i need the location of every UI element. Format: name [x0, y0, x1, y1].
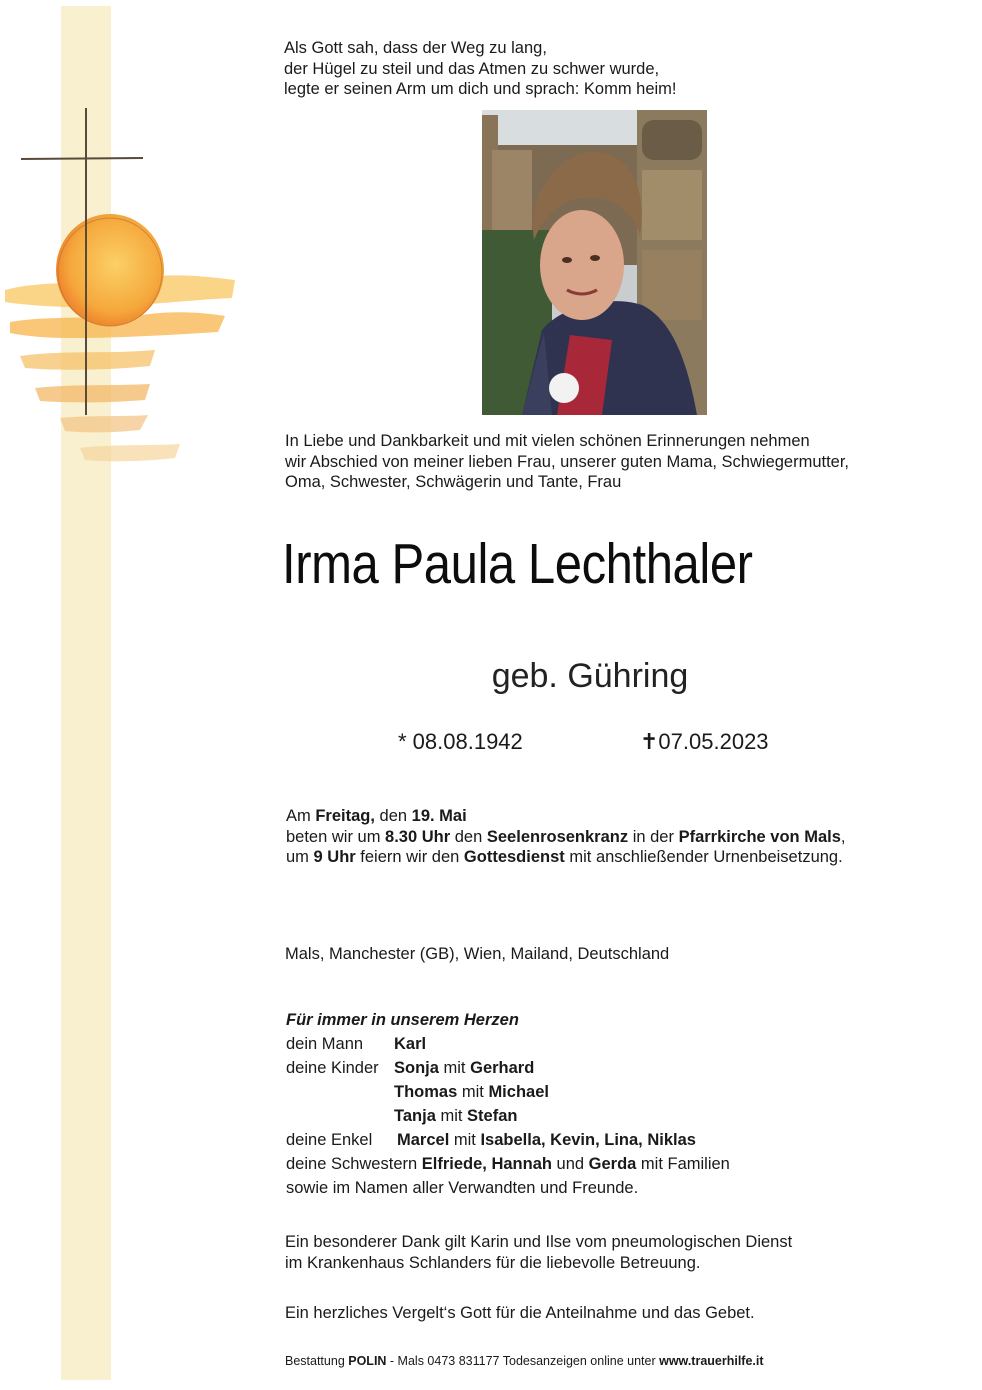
thanks-text — [285, 1232, 925, 1273]
date: 19. Mai — [411, 807, 467, 825]
time: 8.30 Uhr — [385, 827, 451, 846]
text: und — [551, 1155, 589, 1173]
mourners-list — [286, 1008, 926, 1200]
partner-name: Michael — [488, 1083, 549, 1101]
text: , — [840, 827, 846, 846]
day: Freitag, — [315, 807, 375, 825]
footer — [285, 1353, 764, 1369]
text: mit — [457, 1083, 489, 1101]
grandchildren-line — [286, 1128, 926, 1152]
text: Am — [286, 807, 316, 825]
husband-line — [286, 1032, 926, 1056]
label: deine Kinder — [286, 1059, 379, 1077]
sisters-line — [286, 1152, 926, 1176]
death-date: ✝07.05.2023 — [640, 729, 769, 754]
cross-sunset-illustration — [0, 100, 240, 470]
children-line — [286, 1104, 926, 1128]
portrait-photo — [482, 110, 707, 415]
label: deine Enkel — [286, 1131, 373, 1149]
child-name: Sonja — [394, 1059, 439, 1077]
service-line — [286, 847, 926, 868]
website-link[interactable]: www.trauerhilfe.it — [659, 1354, 764, 1368]
cross-horizontal — [21, 158, 143, 159]
location: Pfarrkirche von Mals — [678, 827, 841, 846]
text: mit Familien — [636, 1155, 730, 1173]
partner-name: Gerhard — [470, 1059, 535, 1077]
children-line — [286, 1056, 926, 1080]
label: dein Mann — [286, 1035, 364, 1053]
text: den — [374, 807, 412, 825]
closing-line: Ein herzliches Vergelt‘s Gott für die Anteilnahme und das Gebet. — [285, 1304, 755, 1322]
children-line — [286, 1080, 926, 1104]
text: mit — [438, 1059, 471, 1077]
child-name: Tanja — [394, 1107, 436, 1125]
text: mit — [449, 1131, 481, 1149]
mourners-heading: Für immer in unserem Herzen — [286, 1011, 519, 1029]
funeral-home: POLIN — [348, 1354, 387, 1368]
service-info — [286, 806, 926, 868]
maiden-name: geb. Gühring — [491, 657, 689, 695]
birth-date: * 08.08.1942 — [398, 729, 523, 754]
opening-poem — [284, 38, 884, 100]
grandchild-name: Marcel — [397, 1131, 450, 1149]
poem-line: legte er seinen Arm um dich und sprach: Komm heim! — [284, 80, 677, 98]
event: Gottesdienst — [463, 848, 565, 866]
thanks-line: Ein besonderer Dank gilt Karin und Ilse vom pneumologischen Dienst — [285, 1233, 793, 1251]
grandchildren-names: Isabella, Kevin, Lina, Niklas — [480, 1131, 696, 1149]
poem-line: Als Gott sah, dass der Weg zu lang, — [284, 39, 547, 57]
child-name: Thomas — [394, 1083, 458, 1101]
intro-line: In Liebe und Dankbarkeit und mit vielen schönen Erinnerungen nehmen — [285, 432, 810, 450]
intro-text — [285, 431, 925, 493]
intro-line: wir Abschied von meiner lieben Frau, unserer guten Mama, Schwiegermutter, — [285, 452, 850, 471]
text: mit — [435, 1107, 468, 1125]
intro-line: Oma, Schwester, Schwägerin und Tante, Frau — [285, 473, 622, 491]
text: - Mals 0473 831177 Todesanzeigen online unter — [386, 1354, 660, 1368]
sister-names: Elfriede, Hannah — [421, 1155, 552, 1173]
service-line — [286, 827, 926, 848]
text: feiern wir den — [355, 848, 464, 866]
sister-name: Gerda — [588, 1155, 637, 1173]
label: deine Schwestern — [286, 1155, 422, 1173]
service-line — [286, 806, 926, 827]
poem-line: der Hügel zu steil und das Atmen zu schwer wurde, — [284, 59, 660, 78]
husband-name: Karl — [394, 1035, 427, 1053]
text: Bestattung — [285, 1354, 349, 1368]
partner-name: Stefan — [467, 1107, 518, 1125]
text: den — [450, 827, 487, 846]
event: Seelenrosenkranz — [486, 827, 629, 846]
text: um — [286, 848, 314, 866]
places: Mals, Manchester (GB), Wien, Mailand, Deutschland — [285, 945, 670, 963]
deceased-name: Irma Paula Lechthaler — [282, 532, 753, 596]
text: mit anschließender Urnenbeisetzung. — [564, 848, 843, 866]
text: beten wir um — [286, 827, 386, 846]
time: 9 Uhr — [313, 848, 356, 866]
relatives-line: sowie im Namen aller Verwandten und Freunde. — [286, 1179, 639, 1197]
text: in der — [628, 827, 679, 846]
thanks-line: im Krankenhaus Schlanders für die liebevolle Betreuung. — [285, 1253, 701, 1272]
